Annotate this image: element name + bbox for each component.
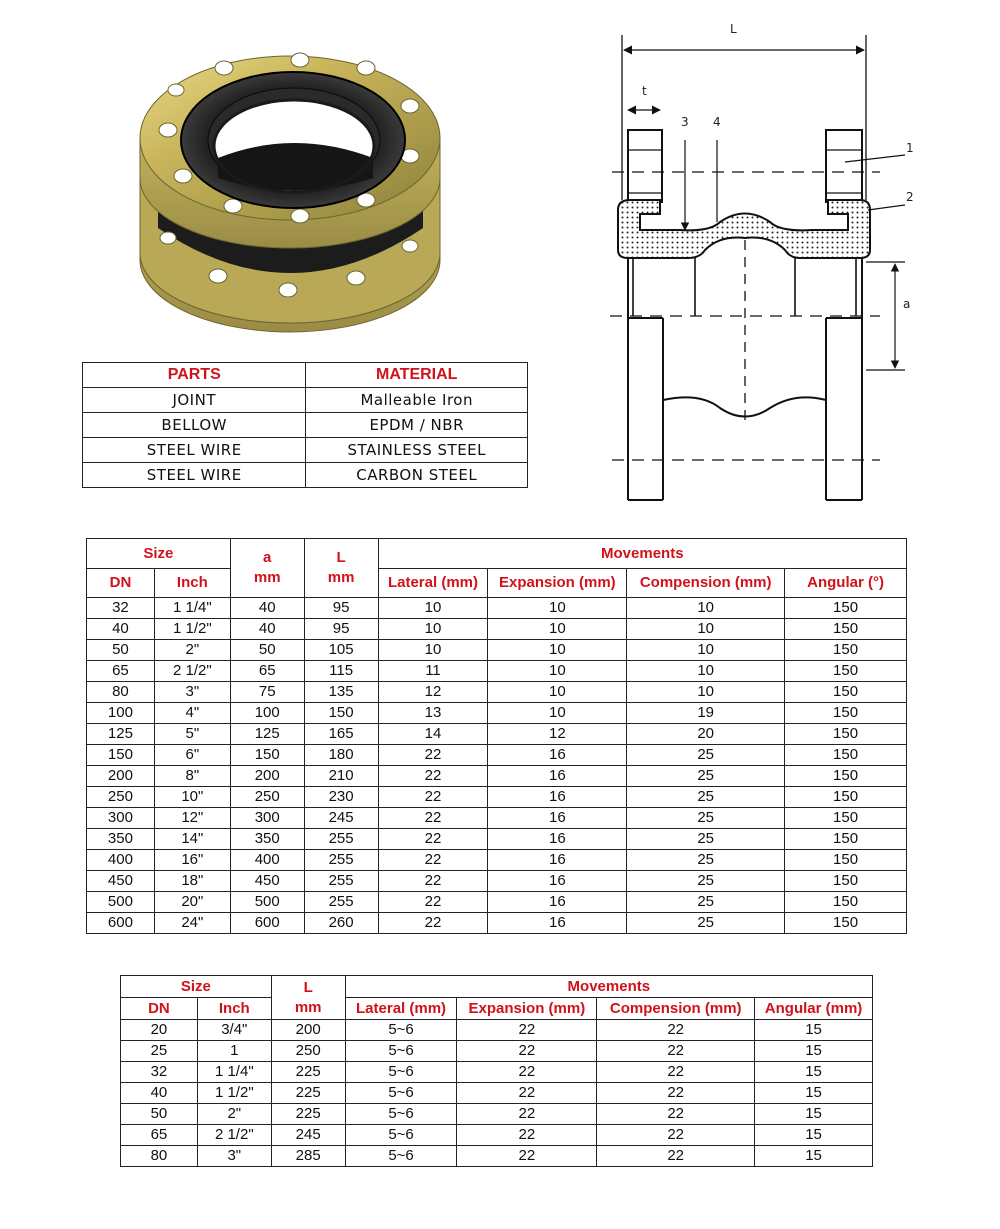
table-cell: 22 xyxy=(457,1020,597,1041)
table-cell: 22 xyxy=(597,1062,755,1083)
table-cell: 1 1/2" xyxy=(197,1083,271,1104)
table-cell: 22 xyxy=(597,1083,755,1104)
table-cell: 13 xyxy=(378,703,488,724)
table-cell: 10 xyxy=(488,661,627,682)
table-cell: 24" xyxy=(154,913,230,934)
table-cell: 22 xyxy=(378,829,488,850)
dn-header: DN xyxy=(121,998,198,1020)
table-cell: 22 xyxy=(457,1041,597,1062)
table-cell: 22 xyxy=(378,766,488,787)
table-cell: 40 xyxy=(87,619,155,640)
lateral-header: Lateral (mm) xyxy=(378,569,488,598)
table-cell: 350 xyxy=(87,829,155,850)
table-cell: 150 xyxy=(785,703,907,724)
table-cell: 22 xyxy=(457,1146,597,1167)
table-cell: 32 xyxy=(121,1062,198,1083)
table-cell: 22 xyxy=(597,1020,755,1041)
table-cell: 150 xyxy=(785,829,907,850)
table-cell: 15 xyxy=(755,1104,873,1125)
table-cell: 16 xyxy=(488,913,627,934)
table-cell: 65 xyxy=(87,661,155,682)
table-cell: 3/4" xyxy=(197,1020,271,1041)
spec-table-2-body xyxy=(121,1020,873,1167)
table-cell: 22 xyxy=(378,850,488,871)
size-header: Size xyxy=(121,976,272,998)
table-cell: 210 xyxy=(304,766,378,787)
table-cell: 500 xyxy=(230,892,304,913)
table-row xyxy=(87,892,907,913)
table-cell: 16 xyxy=(488,850,627,871)
material-name: STAINLESS STEEL xyxy=(306,438,528,463)
table-row xyxy=(121,1125,873,1146)
cross-section-drawing xyxy=(590,10,990,515)
parts-header: PARTS xyxy=(83,363,306,388)
table-cell: 22 xyxy=(378,892,488,913)
table-cell: 1 1/2" xyxy=(154,619,230,640)
material-name: EPDM / NBR xyxy=(306,413,528,438)
table-cell: 150 xyxy=(304,703,378,724)
table-cell: 40 xyxy=(230,598,304,619)
table-cell: 285 xyxy=(271,1146,345,1167)
table-cell: 16 xyxy=(488,745,627,766)
table-cell: 225 xyxy=(271,1083,345,1104)
table-cell: 150 xyxy=(785,850,907,871)
table-cell: 15 xyxy=(755,1125,873,1146)
table-cell: 22 xyxy=(378,808,488,829)
table-cell: 22 xyxy=(597,1104,755,1125)
table-cell: 10 xyxy=(488,640,627,661)
table-cell: 10 xyxy=(488,703,627,724)
angular-header: Angular (°) xyxy=(785,569,907,598)
table-cell: 95 xyxy=(304,598,378,619)
table-cell: 300 xyxy=(87,808,155,829)
table-cell: 25 xyxy=(627,913,785,934)
table-cell: 105 xyxy=(304,640,378,661)
table-cell: 50 xyxy=(121,1104,198,1125)
table-row xyxy=(87,598,907,619)
inch-header: Inch xyxy=(197,998,271,1020)
table-cell: 5~6 xyxy=(345,1062,457,1083)
table-cell: 25 xyxy=(121,1041,198,1062)
table-cell: 95 xyxy=(304,619,378,640)
table-cell: 10 xyxy=(378,619,488,640)
table-row xyxy=(121,1104,873,1125)
table-cell: 14 xyxy=(378,724,488,745)
table-cell: 1 1/4" xyxy=(197,1062,271,1083)
table-cell: 10 xyxy=(627,661,785,682)
compension-header: Compension (mm) xyxy=(627,569,785,598)
table-cell: 2 1/2" xyxy=(154,661,230,682)
table-cell: 225 xyxy=(271,1104,345,1125)
table-cell: 32 xyxy=(87,598,155,619)
angular-header: Angular (mm) xyxy=(755,998,873,1020)
table-row xyxy=(87,640,907,661)
table-cell: 1 xyxy=(197,1041,271,1062)
table-cell: 165 xyxy=(304,724,378,745)
table-cell: 16 xyxy=(488,892,627,913)
table-cell: 22 xyxy=(597,1146,755,1167)
table-cell: 250 xyxy=(87,787,155,808)
table-cell: 1 1/4" xyxy=(154,598,230,619)
table-cell: 10 xyxy=(627,682,785,703)
rubber-expansion-joint-image xyxy=(128,28,458,338)
table-cell: 400 xyxy=(230,850,304,871)
callout-2-label: 2 xyxy=(906,190,914,204)
table-cell: 600 xyxy=(87,913,155,934)
table-cell: 65 xyxy=(121,1125,198,1146)
table-cell: 10 xyxy=(627,640,785,661)
table-cell: 65 xyxy=(230,661,304,682)
table-row xyxy=(121,1041,873,1062)
table-cell: 22 xyxy=(597,1125,755,1146)
table-cell: 22 xyxy=(378,745,488,766)
table-cell: 25 xyxy=(627,808,785,829)
length-label: L xyxy=(730,22,737,36)
table-cell: 5~6 xyxy=(345,1041,457,1062)
expansion-header: Expansion (mm) xyxy=(457,998,597,1020)
part-name: STEEL WIRE xyxy=(83,463,306,488)
parts-material-table xyxy=(82,362,528,488)
table-row xyxy=(83,413,528,438)
table-cell: 300 xyxy=(230,808,304,829)
table-cell: 15 xyxy=(755,1146,873,1167)
table-row xyxy=(83,463,528,488)
table-row xyxy=(83,438,528,463)
table-cell: 200 xyxy=(87,766,155,787)
table-cell: 10 xyxy=(378,598,488,619)
table-cell: 22 xyxy=(597,1041,755,1062)
table-cell: 10 xyxy=(378,640,488,661)
material-name: Malleable Iron xyxy=(306,388,528,413)
table-cell: 200 xyxy=(230,766,304,787)
table-cell: 255 xyxy=(304,871,378,892)
table-cell: 16 xyxy=(488,808,627,829)
table-cell: 150 xyxy=(785,682,907,703)
table-row xyxy=(121,1020,873,1041)
table-cell: 100 xyxy=(230,703,304,724)
compension-header: Compension (mm) xyxy=(597,998,755,1020)
table-cell: 10 xyxy=(627,598,785,619)
inch-header: Inch xyxy=(154,569,230,598)
table-row xyxy=(87,766,907,787)
table-cell: 15 xyxy=(755,1083,873,1104)
expansion-header: Expansion (mm) xyxy=(488,569,627,598)
table-cell: 12 xyxy=(378,682,488,703)
table-cell: 6" xyxy=(154,745,230,766)
table-cell: 22 xyxy=(378,913,488,934)
table-row xyxy=(87,661,907,682)
table-cell: 500 xyxy=(87,892,155,913)
table-cell: 250 xyxy=(271,1041,345,1062)
table-cell: 5~6 xyxy=(345,1104,457,1125)
table-cell: 25 xyxy=(627,892,785,913)
material-header: MATERIAL xyxy=(306,363,528,388)
table-cell: 10 xyxy=(488,598,627,619)
table-cell: 80 xyxy=(87,682,155,703)
table-cell: 15 xyxy=(755,1062,873,1083)
table-cell: 14" xyxy=(154,829,230,850)
table-row xyxy=(87,682,907,703)
table-cell: 3" xyxy=(154,682,230,703)
table-row xyxy=(121,1083,873,1104)
table-cell: 16 xyxy=(488,871,627,892)
table-cell: 20 xyxy=(627,724,785,745)
table-cell: 5" xyxy=(154,724,230,745)
movements-header: Movements xyxy=(378,539,906,569)
table-cell: 11 xyxy=(378,661,488,682)
table-cell: 255 xyxy=(304,892,378,913)
table-cell: 50 xyxy=(87,640,155,661)
lateral-header: Lateral (mm) xyxy=(345,998,457,1020)
table-cell: 2 1/2" xyxy=(197,1125,271,1146)
table-cell: 350 xyxy=(230,829,304,850)
table-cell: 25 xyxy=(627,829,785,850)
table-cell: 50 xyxy=(230,640,304,661)
table-cell: 22 xyxy=(457,1062,597,1083)
table-cell: 22 xyxy=(378,871,488,892)
spec-table-1-body xyxy=(87,598,907,934)
table-cell: 16 xyxy=(488,829,627,850)
table-cell: 75 xyxy=(230,682,304,703)
table-cell: 10 xyxy=(627,619,785,640)
table-cell: 2" xyxy=(197,1104,271,1125)
part-name: STEEL WIRE xyxy=(83,438,306,463)
table-cell: 150 xyxy=(785,913,907,934)
table-cell: 16 xyxy=(488,766,627,787)
table-cell: 40 xyxy=(230,619,304,640)
part-name: BELLOW xyxy=(83,413,306,438)
table-cell: 150 xyxy=(230,745,304,766)
size-header: Size xyxy=(87,539,231,569)
table-cell: 8" xyxy=(154,766,230,787)
table-cell: 150 xyxy=(785,619,907,640)
table-cell: 25 xyxy=(627,871,785,892)
table-cell: 245 xyxy=(304,808,378,829)
table-row xyxy=(83,388,528,413)
callout-3-label: 3 xyxy=(681,115,689,129)
table-cell: 22 xyxy=(378,787,488,808)
table-row xyxy=(87,724,907,745)
table-cell: 5~6 xyxy=(345,1020,457,1041)
table-cell: 40 xyxy=(121,1083,198,1104)
table-cell: 230 xyxy=(304,787,378,808)
table-cell: 80 xyxy=(121,1146,198,1167)
table-cell: 150 xyxy=(785,661,907,682)
table-cell: 16 xyxy=(488,787,627,808)
part-name: JOINT xyxy=(83,388,306,413)
table-cell: 150 xyxy=(87,745,155,766)
table-cell: 12 xyxy=(488,724,627,745)
table-row xyxy=(87,871,907,892)
table-cell: 255 xyxy=(304,850,378,871)
table-cell: 400 xyxy=(87,850,155,871)
callout-4-label: 4 xyxy=(713,115,721,129)
table-cell: 25 xyxy=(627,745,785,766)
table-cell: 10" xyxy=(154,787,230,808)
table-cell: 200 xyxy=(271,1020,345,1041)
material-name: CARBON STEEL xyxy=(306,463,528,488)
table-cell: 150 xyxy=(785,787,907,808)
table-cell: 150 xyxy=(785,745,907,766)
table-cell: 18" xyxy=(154,871,230,892)
l-mm-header: L mm xyxy=(271,976,345,1020)
table-cell: 15 xyxy=(755,1020,873,1041)
table-cell: 260 xyxy=(304,913,378,934)
table-cell: 255 xyxy=(304,829,378,850)
table-cell: 10 xyxy=(488,619,627,640)
table-cell: 150 xyxy=(785,724,907,745)
table-cell: 2" xyxy=(154,640,230,661)
table-row xyxy=(87,619,907,640)
table-cell: 125 xyxy=(230,724,304,745)
table-cell: 25 xyxy=(627,850,785,871)
table-cell: 180 xyxy=(304,745,378,766)
table-cell: 22 xyxy=(457,1104,597,1125)
table-cell: 115 xyxy=(304,661,378,682)
table-row xyxy=(87,913,907,934)
table-cell: 15 xyxy=(755,1041,873,1062)
table-cell: 16" xyxy=(154,850,230,871)
table-cell: 5~6 xyxy=(345,1146,457,1167)
table-cell: 150 xyxy=(785,871,907,892)
table-row xyxy=(87,703,907,724)
table-cell: 5~6 xyxy=(345,1125,457,1146)
table-row xyxy=(87,808,907,829)
spec-table-small-sizes xyxy=(120,975,873,1167)
table-cell: 5~6 xyxy=(345,1083,457,1104)
table-cell: 150 xyxy=(785,766,907,787)
table-cell: 22 xyxy=(457,1125,597,1146)
table-cell: 20 xyxy=(121,1020,198,1041)
table-cell: 19 xyxy=(627,703,785,724)
table-cell: 150 xyxy=(785,808,907,829)
table-cell: 150 xyxy=(785,640,907,661)
table-row xyxy=(87,829,907,850)
table-cell: 12" xyxy=(154,808,230,829)
table-row xyxy=(87,787,907,808)
table-row xyxy=(87,850,907,871)
table-cell: 22 xyxy=(457,1083,597,1104)
a-mm-header: a mm xyxy=(230,539,304,598)
l-mm-header: L mm xyxy=(304,539,378,598)
table-cell: 10 xyxy=(488,682,627,703)
table-cell: 100 xyxy=(87,703,155,724)
callout-1-label: 1 xyxy=(906,141,914,155)
spec-table-dimensions xyxy=(86,538,907,934)
table-cell: 150 xyxy=(785,892,907,913)
table-cell: 125 xyxy=(87,724,155,745)
table-row xyxy=(87,745,907,766)
table-row xyxy=(121,1062,873,1083)
dn-header: DN xyxy=(87,569,155,598)
table-cell: 25 xyxy=(627,766,785,787)
table-cell: 450 xyxy=(230,871,304,892)
table-row xyxy=(121,1146,873,1167)
movements-header: Movements xyxy=(345,976,872,998)
table-cell: 250 xyxy=(230,787,304,808)
table-cell: 3" xyxy=(197,1146,271,1167)
table-cell: 150 xyxy=(785,598,907,619)
table-cell: 20" xyxy=(154,892,230,913)
table-cell: 225 xyxy=(271,1062,345,1083)
a-dimension-label: a xyxy=(903,297,911,311)
table-cell: 450 xyxy=(87,871,155,892)
table-cell: 135 xyxy=(304,682,378,703)
table-cell: 25 xyxy=(627,787,785,808)
table-cell: 4" xyxy=(154,703,230,724)
table-cell: 600 xyxy=(230,913,304,934)
table-cell: 245 xyxy=(271,1125,345,1146)
thickness-label: t xyxy=(642,84,647,98)
